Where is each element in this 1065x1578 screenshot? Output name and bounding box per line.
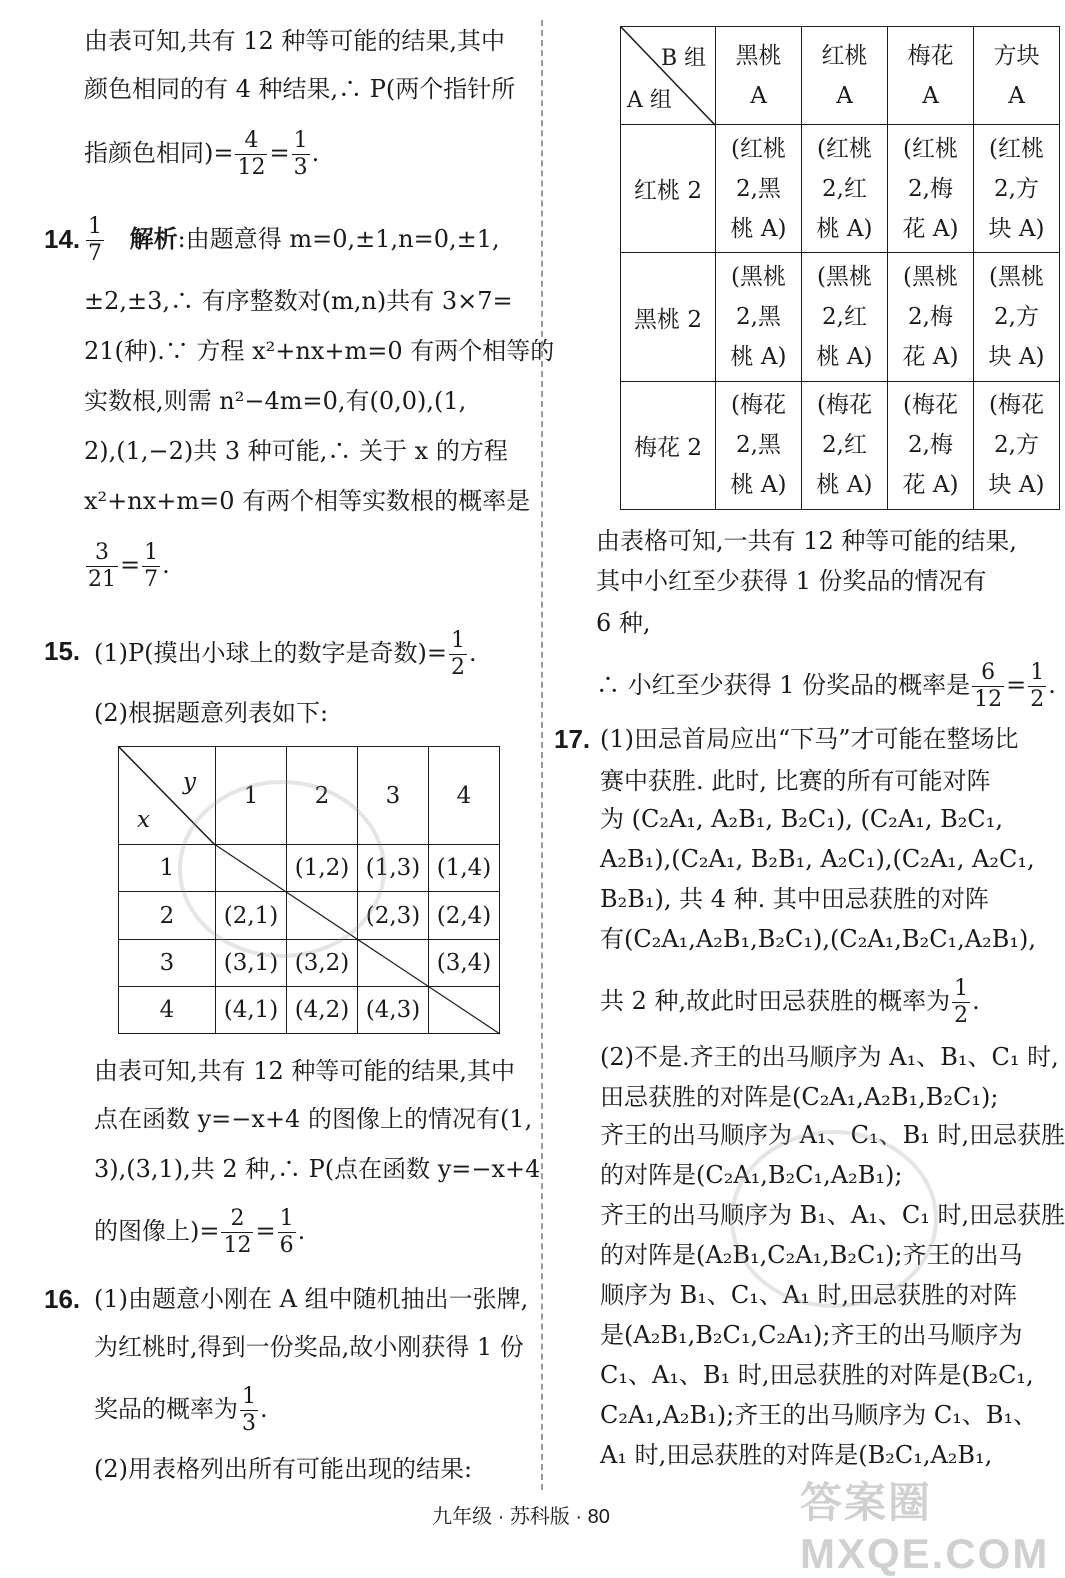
text-line: 的对阵是(C₂A₁,B₂C₁,A₂B₁); bbox=[600, 1161, 903, 1189]
row-header: 3 bbox=[119, 939, 216, 986]
formula-line bbox=[84, 214, 500, 267]
column-header: 红桃 A bbox=[802, 27, 888, 125]
text-line: A₁ 时,田忌获胜的对阵是(B₂C₁,A₂B₁, bbox=[600, 1441, 993, 1469]
fraction: $\frac{1}{7}$ bbox=[88, 214, 102, 266]
corner-a-label: A 组 bbox=[627, 88, 672, 113]
table-cell: (红桃 2,梅 花 A) bbox=[888, 125, 974, 253]
text-line: 由表可知,共有 12 种等可能的结果,其中 bbox=[94, 1057, 516, 1085]
text-line: B₂B₁), 共 4 种. 其中田忌获胜的对阵 bbox=[600, 885, 989, 913]
text-line: 为 (C₂A₁, A₂B₁, B₂C₁), (C₂A₁, B₂C₁, bbox=[600, 805, 1003, 833]
table-cell: (黑桃 2,黑 桃 A) bbox=[716, 253, 802, 381]
fraction: $\frac{1}{7}$ bbox=[144, 540, 159, 592]
text-line: ±2,±3,∴ 有序整数对(m,n)共有 3×7= bbox=[84, 287, 513, 315]
formula-line: $\frac{3}{21}$ = $\frac{1}{7}$ . bbox=[88, 540, 170, 592]
fraction: $\frac{2}{12}$ bbox=[223, 1206, 252, 1258]
column-header: 黑桃 A bbox=[716, 27, 802, 125]
row-header: 黑桃 2 bbox=[621, 253, 716, 381]
column-header: 1 bbox=[216, 747, 287, 845]
page-footer: 九年级 · 苏科版 · 80 bbox=[432, 1506, 610, 1528]
text-span: ∴ 小红至少获得 1 份奖品的概率是 bbox=[596, 671, 971, 699]
question-number: 15. bbox=[44, 636, 81, 666]
table-cell: (4,3) bbox=[358, 986, 429, 1033]
row-header: 梅花 2 bbox=[621, 381, 716, 509]
table-cell: (1,4) bbox=[429, 845, 500, 892]
table-row bbox=[621, 125, 1060, 253]
fraction: $\frac{6}{12}$ bbox=[974, 660, 1003, 712]
text-line: 6 种, bbox=[596, 609, 651, 637]
table-corner bbox=[621, 27, 716, 125]
text-line: 赛中获胜. 此时, 比赛的所有可能对阵 bbox=[600, 767, 991, 795]
table-cell: (黑桃 2,红 桃 A) bbox=[802, 253, 888, 381]
table-cell: (2,4) bbox=[429, 892, 500, 939]
text-span: 奖品的概率为 bbox=[94, 1395, 238, 1423]
row-header: 红桃 2 bbox=[621, 125, 716, 253]
text-span: 的图像上)= bbox=[94, 1217, 220, 1245]
table-cell: (1,3) bbox=[358, 845, 429, 892]
table-cell: (红桃 2,方 块 A) bbox=[974, 125, 1060, 253]
corner-b-label: B 组 bbox=[661, 46, 707, 71]
table-cell: (2,3) bbox=[358, 892, 429, 939]
question-number: 16. bbox=[44, 1284, 81, 1314]
table-cell: (4,1) bbox=[216, 986, 287, 1033]
text-line: 有(C₂A₁,A₂B₁,B₂C₁),(C₂A₁,B₂C₁,A₂B₁), bbox=[600, 925, 1037, 953]
column-header: 4 bbox=[429, 747, 500, 845]
fraction: $\frac{1}{6}$ bbox=[279, 1206, 294, 1258]
formula-line: 的图像上)= $\frac{2}{12}$ = $\frac{1}{6}$ . bbox=[94, 1206, 306, 1258]
text-span: 共 2 种,故此时田忌获胜的概率为 bbox=[600, 987, 951, 1015]
text-line: x²+nx+m=0 有两个相等实数根的概率是 bbox=[84, 487, 531, 515]
analysis-label: 解析 bbox=[129, 226, 178, 253]
column-header: 2 bbox=[287, 747, 358, 845]
table-cell: (梅花 2,红 桃 A) bbox=[802, 381, 888, 509]
table-cell: (红桃 2,黑 桃 A) bbox=[716, 125, 802, 253]
table-cell: (2,1) bbox=[216, 892, 287, 939]
table-cell: (1,2) bbox=[287, 845, 358, 892]
fraction: $\frac{1}{3}$ bbox=[242, 1384, 256, 1436]
text-line: C₂A₁,A₂B₁);齐王的出马顺序为 C₁、B₁、 bbox=[600, 1401, 1038, 1429]
text-line: 3),(3,1),共 2 种,∴ P(点在函数 y=−x+4 bbox=[94, 1155, 541, 1183]
stamp-watermark bbox=[730, 1130, 938, 1308]
text-line: 由表可知,共有 12 种等可能的结果,其中 bbox=[84, 27, 506, 55]
text-span: :由题意得 m=0,±1,n=0,±1, bbox=[177, 225, 500, 253]
table-cell: (黑桃 2,梅 花 A) bbox=[888, 253, 974, 381]
text-line: (1)田忌首局应出“下马”才可能在整场比 bbox=[600, 725, 1019, 753]
text-line: 由表格可知,一共有 12 种等可能的结果, bbox=[596, 527, 1018, 555]
text-span: (1)P(摸出小球上的数字是奇数)= bbox=[94, 639, 447, 667]
text-line: (1)由题意小刚在 A 组中随机抽出一张牌, bbox=[94, 1285, 529, 1313]
text-line: 顺序为 B₁、C₁、A₁ 时,田忌获胜的对阵 bbox=[600, 1281, 1018, 1309]
question-number: 17. bbox=[554, 724, 591, 754]
text-line: 是(A₂B₁,B₂C₁,C₂A₁);齐王的出马顺序为 bbox=[600, 1321, 1023, 1349]
table-cell: (3,2) bbox=[287, 939, 358, 986]
text-line: 齐王的出马顺序为 A₁、C₁、B₁ 时,田忌获胜 bbox=[600, 1121, 1065, 1149]
stamp-watermark bbox=[178, 780, 386, 958]
fraction: $\frac{1}{2}$ bbox=[954, 976, 969, 1028]
table-cell: (梅花 2,方 块 A) bbox=[974, 381, 1060, 509]
text-line: 其中小红至少获得 1 份奖品的情况有 bbox=[596, 567, 987, 595]
text-span: 指颜色相同)= bbox=[84, 139, 234, 167]
text-line: 田忌获胜的对阵是(C₂A₁,A₂B₁,B₂C₁); bbox=[600, 1083, 999, 1111]
formula-line: 指颜色相同)= $\frac{4}{12}$ = $\frac{1}{3}$ . bbox=[84, 128, 320, 180]
column-header: 3 bbox=[358, 747, 429, 845]
formula-line: 共 2 种,故此时田忌获胜的概率为 $\frac{1}{2}$ . bbox=[600, 976, 980, 1028]
text-line: (2)用表格列出所有可能出现的结果: bbox=[94, 1455, 473, 1483]
column-header: 方块 A bbox=[974, 27, 1060, 125]
row-header: 4 bbox=[119, 986, 216, 1033]
row-header: 2 bbox=[119, 892, 216, 939]
table-cell: (4,2) bbox=[287, 986, 358, 1033]
site-watermark: 答案圈 MXQE.COM bbox=[800, 1479, 1050, 1577]
formula-line: ∴ 小红至少获得 1 份奖品的概率是 $\frac{6}{12}$ = $\frac{1}{2}$ . bbox=[596, 660, 1056, 712]
table-cell: (3,1) bbox=[216, 939, 287, 986]
text-line: C₁、A₁、B₁ 时,田忌获胜的对阵是(B₂C₁, bbox=[600, 1361, 1034, 1389]
fraction: $\frac{1}{3}$ bbox=[293, 128, 308, 180]
text-line: 颜色相同的有 4 种结果,∴ P(两个指针所 bbox=[84, 75, 516, 103]
text-line: 齐王的出马顺序为 B₁、A₁、C₁ 时,田忌获胜 bbox=[600, 1201, 1065, 1229]
table-cell: (梅花 2,梅 花 A) bbox=[888, 381, 974, 509]
table-cell: (梅花 2,黑 桃 A) bbox=[716, 381, 802, 509]
fraction: $\frac{4}{12}$ bbox=[237, 128, 266, 180]
text-line: 点在函数 y=−x+4 的图像上的情况有(1, bbox=[94, 1105, 533, 1133]
text-line: 的对阵是(A₂B₁,C₂A₁,B₂C₁);齐王的出马 bbox=[600, 1241, 1023, 1269]
text-line: A₂B₁),(C₂A₁, B₂B₁, A₂C₁),(C₂A₁, A₂C₁, bbox=[600, 845, 1035, 873]
column-header: 梅花 A bbox=[888, 27, 974, 125]
fraction: $\frac{1}{2}$ bbox=[450, 628, 465, 680]
fraction: $\frac{1}{2}$ bbox=[1030, 660, 1045, 712]
formula-line: (1)P(摸出小球上的数字是奇数)= $\frac{1}{2}$ . bbox=[94, 628, 477, 680]
text-line: 21(种).∵ 方程 x²+nx+m=0 有两个相等的 bbox=[84, 337, 555, 365]
formula-line: 奖品的概率为 $\frac{1}{3}$ . bbox=[94, 1384, 268, 1436]
text-line: 为红桃时,得到一份奖品,故小刚获得 1 份 bbox=[94, 1333, 524, 1361]
fraction: $\frac{3}{21}$ bbox=[88, 540, 116, 592]
column-divider bbox=[541, 20, 543, 1490]
question-number: 14. bbox=[44, 224, 81, 254]
table-cell: (黑桃 2,方 块 A) bbox=[974, 253, 1060, 381]
text-line: 2),(1,−2)共 3 种可能,∴ 关于 x 的方程 bbox=[84, 437, 508, 465]
corner-x-label: x bbox=[137, 807, 150, 833]
table-row bbox=[621, 253, 1060, 381]
text-line: (2)不是.齐王的出马顺序为 A₁、B₁、C₁ 时, bbox=[600, 1043, 1059, 1071]
table-q16 bbox=[620, 26, 1060, 510]
table-row bbox=[621, 381, 1060, 509]
corner-y-label: y bbox=[183, 769, 196, 795]
text-line: 实数根,则需 n²−4m=0,有(0,0),(1, bbox=[84, 387, 467, 415]
row-header: 1 bbox=[119, 845, 216, 892]
table-cell: (3,4) bbox=[429, 939, 500, 986]
table-cell: (红桃 2,红 桃 A) bbox=[802, 125, 888, 253]
text-line: (2)根据题意列表如下: bbox=[94, 699, 329, 727]
